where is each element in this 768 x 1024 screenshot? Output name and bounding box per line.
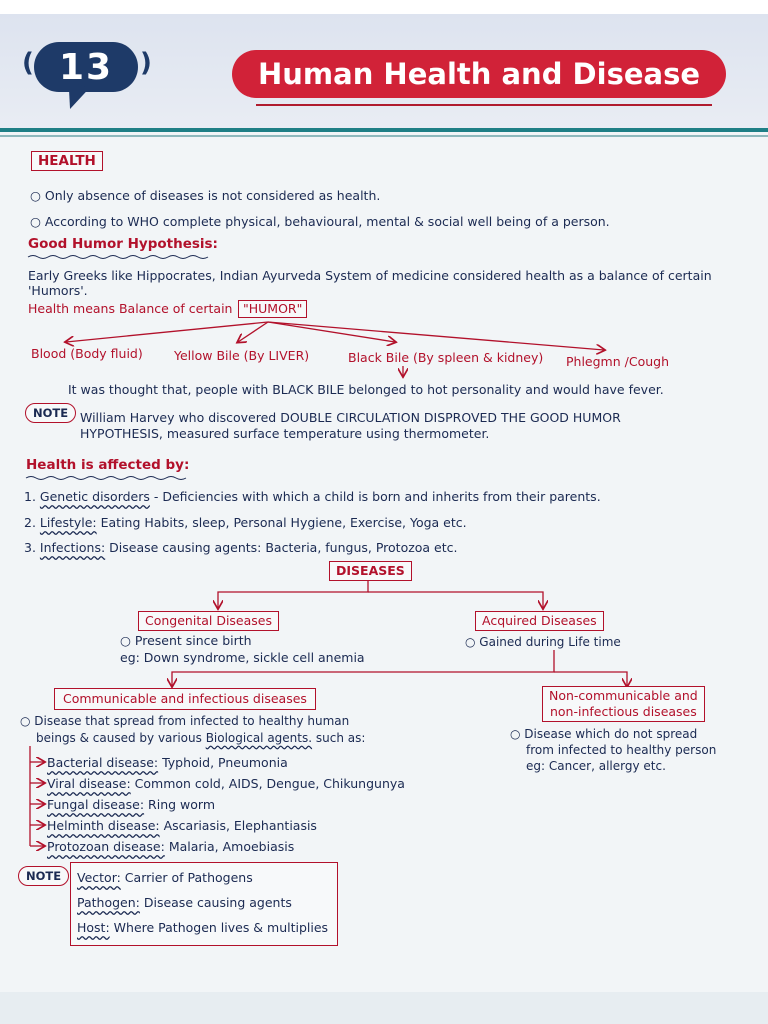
noncommunicable-desc-line2: from infected to healthy person (526, 743, 717, 757)
diseases-root-box: DISEASES (329, 561, 412, 581)
definitions-note-box (70, 862, 338, 946)
humor-type-blood: Blood (Body fluid) (31, 346, 143, 361)
humor-type-yellow-bile: Yellow Bile (By LIVER) (174, 348, 310, 363)
humor-box: "HUMOR" (238, 300, 307, 318)
chapter-title: Human Health and Disease (257, 57, 700, 91)
bacterial-disease: Bacterial disease: Typhoid, Pneumonia (47, 755, 288, 770)
communicable-diseases-box: Communicable and infectious diseases (54, 688, 316, 710)
harvey-note-line1: William Harvey who discovered DOUBLE CIRCULATION DISPROVED THE GOOD HUMOR (80, 410, 621, 425)
health-heading: HEALTH (31, 151, 103, 171)
note-host: Host: Where Pathogen lives & multiplies (77, 920, 329, 935)
humor-intro-line1: Early Greeks like Hippocrates, Indian Ayurveda System of medicine considered health as a balance of certain (28, 268, 712, 283)
viral-disease: Viral disease: Common cold, AIDS, Dengue, Chikungunya (47, 776, 405, 791)
affected-item-2: 2. Lifestyle: Eating Habits, sleep, Personal Hygiene, Exercise, Yoga etc. (24, 515, 467, 530)
noncommunicable-desc-line3: eg: Cancer, allergy etc. (526, 759, 666, 773)
humor-balance-text: Health means Balance of certain (28, 301, 233, 316)
helminth-disease: Helminth disease: Ascariasis, Elephantiasis (47, 818, 317, 833)
page-bottom-edge (0, 992, 768, 1024)
humor-intro-line2: 'Humors'. (28, 283, 88, 298)
note-badge-1: NOTE (25, 403, 76, 423)
communicable-desc-line1: ○ Disease that spread from infected to healthy human (20, 714, 350, 728)
fungal-disease: Fungal disease: Ring worm (47, 797, 216, 812)
humor-type-phlegm: Phlegmn /Cough (566, 354, 669, 369)
bubble-mark-right: ) (140, 48, 152, 78)
affected-item-3: 3. Infections: Disease causing agents: Bacteria, fungus, Protozoa etc. (24, 540, 458, 555)
acquired-diseases-box: Acquired Diseases (475, 611, 604, 631)
health-point-2: ○ According to WHO complete physical, behavioural, mental & social well being of a person. (30, 214, 610, 229)
black-bile-note: It was thought that, people with BLACK BILE belonged to hot personality and would have fever. (68, 382, 664, 397)
acquired-point: ○ Gained during Life time (465, 635, 621, 649)
health-point-1: ○ Only absence of diseases is not considered as health. (30, 188, 381, 203)
note-pathogen: Pathogen: Disease causing agents (77, 895, 292, 910)
chapter-number: 13 (58, 46, 114, 88)
affected-item-1: 1. Genetic disorders - Deficiencies with which a child is born and inherits from their parents. (24, 489, 601, 504)
affected-heading: Health is affected by: (26, 457, 190, 473)
congenital-point: ○ Present since birth (120, 633, 252, 648)
humor-type-black-bile: Black Bile (By spleen & kidney) (348, 350, 544, 365)
bubble-mark-left: ( (22, 48, 34, 78)
congenital-diseases-box: Congenital Diseases (138, 611, 279, 631)
noncommunicable-desc-line1: ○ Disease which do not spread (510, 727, 698, 741)
harvey-note-line2: HYPOTHESIS, measured surface temperature using thermometer. (80, 426, 490, 441)
protozoan-disease: Protozoan disease: Malaria, Amoebiasis (47, 839, 295, 854)
communicable-desc-line2: beings & caused by various Biological agents. such as: (36, 731, 366, 745)
noncommunicable-diseases-box: Non-communicable and non-infectious diseases (542, 686, 705, 722)
humor-heading: Good Humor Hypothesis: (28, 236, 218, 252)
note-vector: Vector: Carrier of Pathogens (77, 870, 253, 885)
note-badge-2: NOTE (18, 866, 69, 886)
congenital-example: eg: Down syndrome, sickle cell anemia (120, 650, 365, 665)
